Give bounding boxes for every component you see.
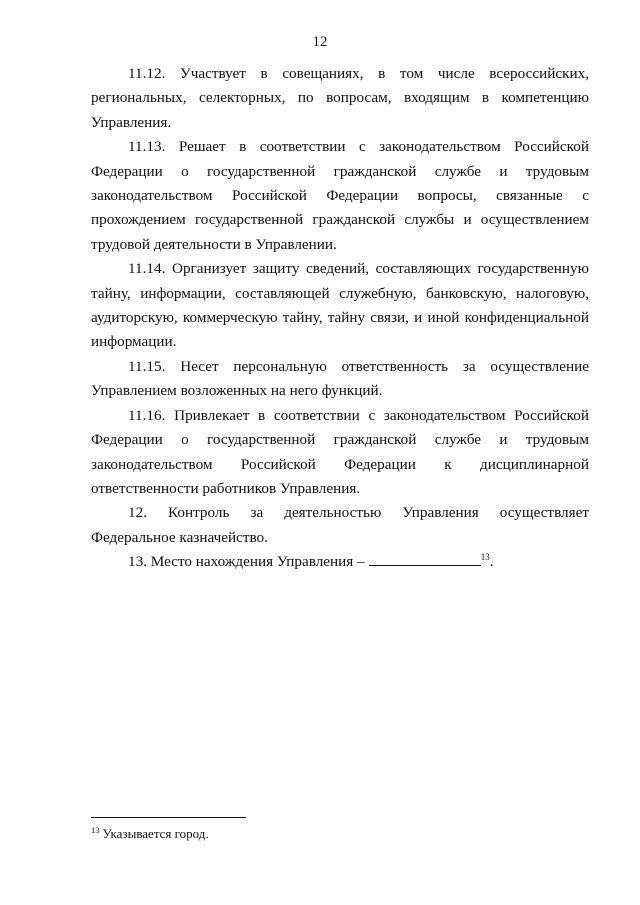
location-end: .	[489, 553, 494, 571]
paragraph-11-14: 11.14. Организует защиту сведений, составляющих государственную тайну, информации, составляющей служебную, банковскую, налоговую, аудиторскую, коммерческую тайну, тайну связи, и иной конфиденциальной информации.	[91, 260, 589, 351]
document-body	[91, 62, 589, 575]
footnote-mark: 13	[91, 824, 100, 835]
paragraph-11-15: 11.15. Несет персональную ответственность за осуществление Управлением возложенных на него функций.	[91, 357, 589, 400]
footnote	[91, 826, 209, 842]
location-blank-line	[369, 564, 481, 566]
paragraph-11-13: 11.13. Решает в соответствии с законодательством Российской Федерации о государственной гражданской службе и трудовым законодательством Российской Федерации вопросы, связанные с прохождением государственной гражданской службы и осуществлением трудовой деятельности в Управлении.	[91, 138, 589, 253]
paragraph-12: 12. Контроль за деятельностью Управления осуществляет Федеральное казначейство.	[91, 504, 589, 546]
paragraph-11-12: 11.12. Участвует в совещаниях, в том числе всероссийских, региональных, селекторных, по вопросам, входящим в компетенцию Управления.	[91, 65, 589, 131]
footnote-divider	[91, 817, 246, 818]
paragraph-11-16: 11.16. Привлекает в соответствии с законодательством Российской Федерации о государственной гражданской службе и трудовым законодательством Российской Федерации к дисциплинарной ответственности работников Управления.	[91, 406, 589, 497]
page-number: 12	[312, 34, 328, 50]
footnote-text: Указывается город.	[102, 826, 209, 841]
location-label: 13. Место нахождения Управления –	[128, 553, 365, 571]
footnote-reference: 13	[480, 552, 490, 563]
paragraph-13	[91, 550, 589, 574]
